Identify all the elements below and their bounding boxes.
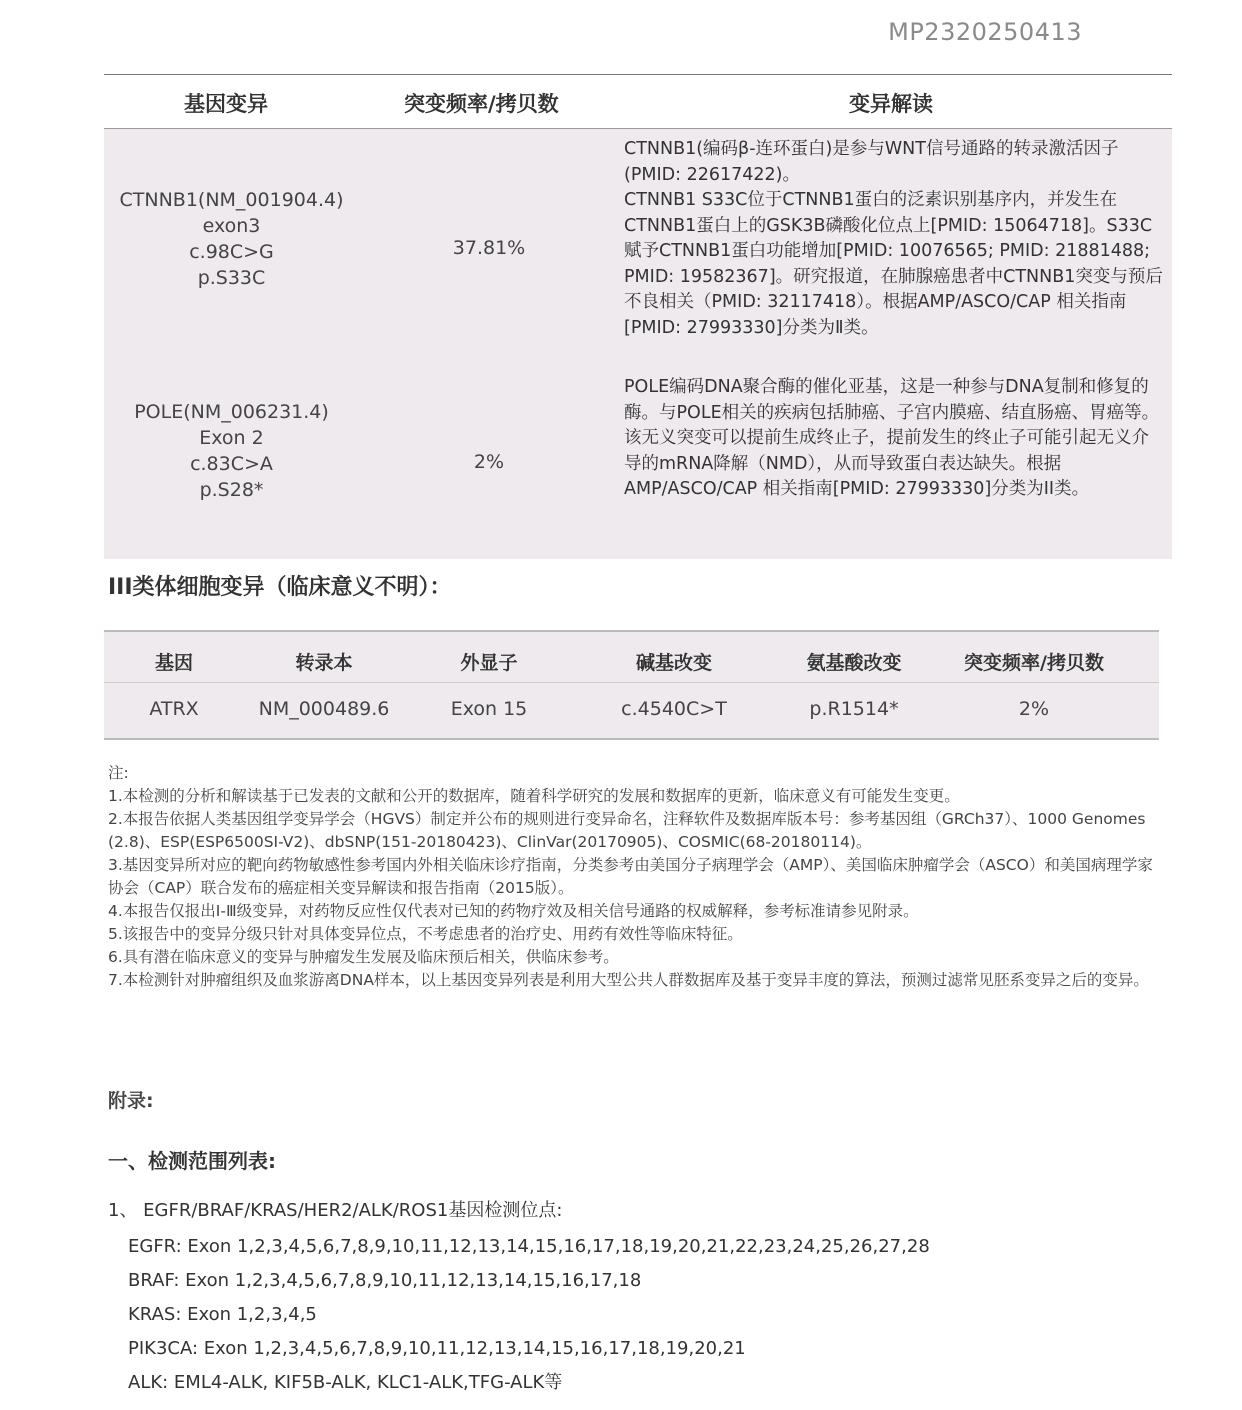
col-header-frequency: 突变频率/拷贝数: [404, 92, 559, 116]
gene-variant-cell: POLE(NM_006231.4) Exon 2 c.83C>A p.S28*: [134, 401, 329, 501]
table-row: [104, 690, 1159, 730]
interpretation-cell: CTNNB1(编码β-连环蛋白)是参与WNT信号通路的转录激活因子(PMID: 22617422)。 CTNNB1 S33C位于CTNNB1蛋白的泛素识别基序内，并发生在CTNNB1蛋白上的GSK3B磷酸化位点上[PMID: 15064718]。S33C赋予CTNNB1蛋白功能增加[PMID: 10076565; PMID: 21881488; PMID: 19582367]。研究报道，在肺腺癌患者中CTNNB1突变与预后不良相关（PMID: 32117418）。根据AMP/ASCO/CAP 相关指南[PMID: 27993330]分类为Ⅱ类。: [624, 139, 1163, 338]
table2-header: [104, 640, 1159, 680]
col-header-transcript: 转录本: [295, 652, 353, 674]
cell-amino-acid-change: p.R1514*: [809, 698, 899, 720]
note-item: 5.该报告中的变异分级只针对具体变异位点，不考虑患者的治疗史、用药有效性等临床特征。: [108, 925, 743, 943]
list-item: EGFR: Exon 1,2,3,4,5,6,7,8,9,10,11,12,13,14,15,16,17,18,19,20,21,22,23,24,25,26,27,28: [128, 1236, 930, 1257]
col-header-gene-variant: 基因变异: [184, 92, 268, 116]
list-item: PIK3CA: Exon 1,2,3,4,5,6,7,8,9,10,11,12,13,14,15,16,17,18,19,20,21: [128, 1338, 746, 1359]
scope-subtitle: 1、 EGFR/BRAF/KRAS/HER2/ALK/ROS1基因检测位点:: [108, 1200, 563, 1221]
frequency-cell: 37.81%: [452, 237, 526, 259]
col-header-exon: 外显子: [460, 652, 518, 674]
list-item: BRAF: Exon 1,2,3,4,5,6,7,8,9,10,11,12,13,14,15,16,17,18: [128, 1270, 642, 1291]
cell-gene: ATRX: [149, 698, 199, 720]
note-item: 7.本检测针对肿瘤组织及血浆游离DNA样本，以上基因变异列表是利用大型公共人群数据库及基于变异丰度的算法，预测过滤常见胚系变异之后的变异。: [108, 971, 1149, 989]
variant-table-header: [104, 78, 1172, 128]
list-item: KRAS: Exon 1,2,3,4,5: [128, 1304, 317, 1325]
note-item: 3.基因变异所对应的靶向药物敏感性参考国内外相关临床诊疗指南，分类参考由美国分子病理学会（AMP）、美国临床肿瘤学会（ASCO）和美国病理学家协会（CAP）联合发布的癌症相关变异解读和报告指南（2015版）。: [108, 856, 1153, 897]
gene-variant-cell: CTNNB1(NM_001904.4) exon3 c.98C>G p.S33C: [119, 189, 344, 289]
notes-label: 注:: [108, 764, 129, 782]
cell-frequency: 2%: [1018, 698, 1050, 720]
scope-list: [128, 1230, 930, 1400]
unknown-significance-table: [104, 630, 1159, 740]
col-header-base-change: 碱基改变: [635, 652, 712, 674]
note-item: 4.本报告仅报出Ⅰ-Ⅲ级变异，对药物反应性仅代表对已知的药物疗效及相关信号通路的权威解释，参考标准请参见附录。: [108, 902, 919, 920]
table-row: [104, 373, 1172, 553]
list-item: ALK: EML4-ALK, KIF5B-ALK, KLC1-ALK,TFG-ALK等: [128, 1372, 563, 1393]
appendix-label: 附录:: [108, 1090, 154, 1112]
col-header-interpretation: 变异解读: [849, 92, 933, 116]
col-header-amino-acid-change: 氨基酸改变: [806, 652, 902, 674]
notes-section: [108, 762, 1153, 992]
section3-title: III类体细胞变异（临床意义不明）：: [108, 575, 452, 600]
table-row: [104, 135, 1172, 369]
note-item: 6.具有潜在临床意义的变异与肿瘤发生发展及临床预后相关，供临床参考。: [108, 948, 619, 966]
report-id: MP2320250413: [888, 18, 1082, 46]
cell-transcript: NM_000489.6: [258, 698, 390, 720]
note-item: 2.本报告依据人类基因组学变异学会（HGVS）制定并公布的规则进行变异命名，注释软件及数据库版本号：参考基因组（GRCh37）、1000 Genomes (2.8)、ESP(ESP6500SI-V2)、dbSNP(151-20180423)、ClinVar(20170905)、COSMIC(68-20180114)。: [108, 810, 1146, 851]
cell-base-change: c.4540C>T: [621, 698, 727, 720]
col-header-gene: 基因: [154, 652, 193, 674]
note-item: 1.本检测的分析和解读基于已发表的文献和公开的数据库，随着科学研究的发展和数据库的更新，临床意义有可能发生变更。: [108, 787, 960, 805]
col-header-frequency: 突变频率/拷贝数: [964, 652, 1104, 674]
header-divider: [104, 74, 1172, 75]
interpretation-cell: POLE编码DNA聚合酶的催化亚基，这是一种参与DNA复制和修复的酶。与POLE相关的疾病包括肺癌、子宫内膜癌、结直肠癌、胃癌等。 该无义突变可以提前生成终止子，提前发生的终止子可能引起无义介导的mRNA降解（NMD），从而导致蛋白表达缺失。根据 AMP/ASCO/CAP 相关指南[PMID: 27993330]分类为II类。: [624, 377, 1160, 499]
frequency-cell: 2%: [473, 451, 505, 473]
table2-divider: [104, 682, 1159, 683]
cell-exon: Exon 15: [450, 698, 528, 720]
variant-table-body: [104, 128, 1172, 559]
scope-title: 一、检测范围列表:: [108, 1149, 276, 1173]
